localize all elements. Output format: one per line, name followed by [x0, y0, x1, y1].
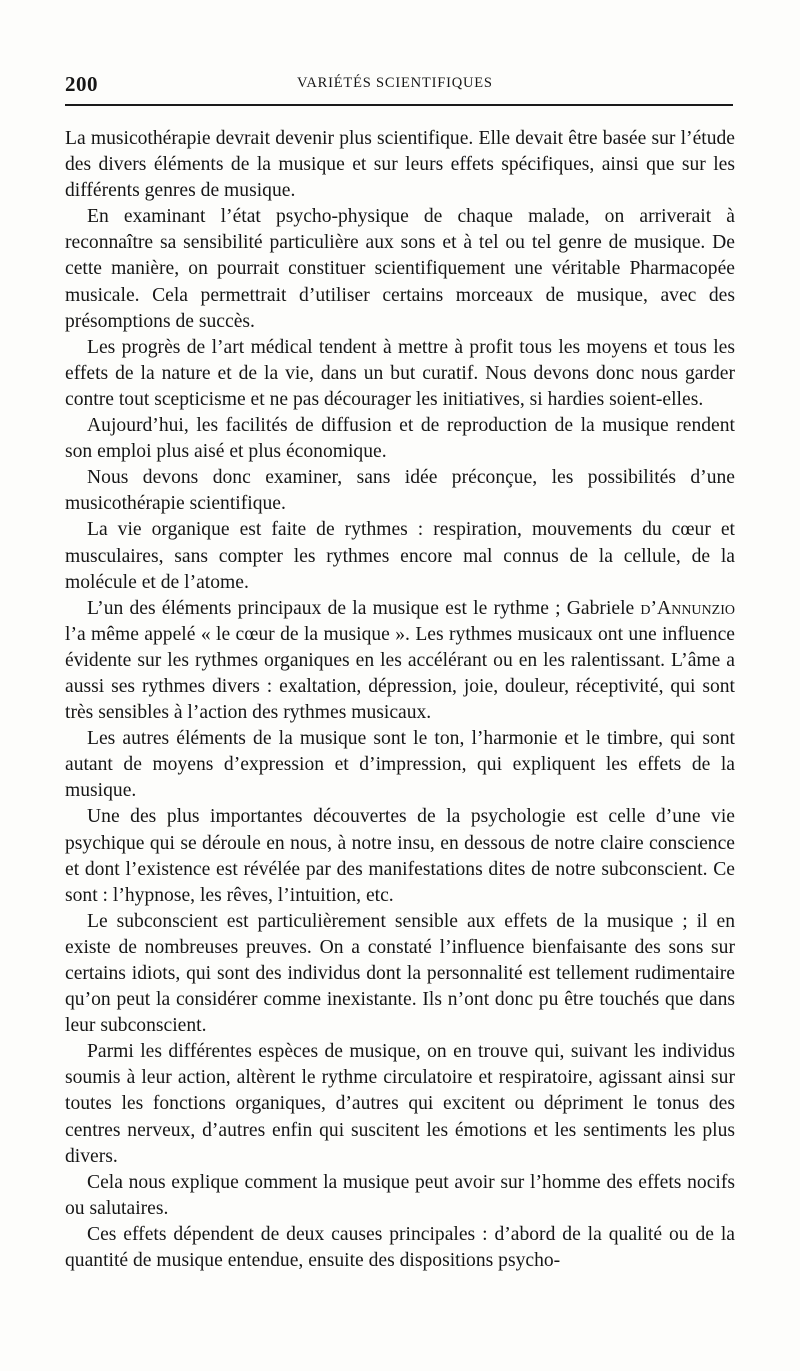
- running-title: VARIÉTÉS SCIENTIFIQUES: [297, 75, 493, 91]
- paragraph: Nous devons donc examiner, sans idée préconçue, les possibilités d’une musicothérapie scientifique.: [65, 467, 735, 515]
- paragraph: Cela nous explique comment la musique peut avoir sur l’homme des effets nocifs ou salutaires.: [65, 1171, 735, 1219]
- paragraph: Les autres éléments de la musique sont le ton, l’harmonie et le timbre, qui sont autant de moyens d’expression et d’impression, qui expliquent les effets de la musique.: [65, 728, 735, 802]
- paragraph-text: l’a même appelé « le cœur de la musique ». Les rythmes musicaux ont une influence évidente sur les rythmes organiques en les accélérant ou en les ralentissant. L’âme a aussi ses rythmes divers : exaltation, dépression, joie, douleur, réceptivité, qui sont très sensibles à l’action des rythmes musicaux.: [65, 623, 735, 724]
- paragraph: La musicothérapie devrait devenir plus scientifique. Elle devait être basée sur l’étude des divers éléments de la musique et sur leurs effets spécifiques, ainsi que sur les différents genres de musique.: [65, 128, 735, 202]
- paragraph: Une des plus importantes découvertes de la psychologie est celle d’une vie psychique qui se déroule en nous, à notre insu, en dessous de notre claire conscience et dont l’existence est révélée par des manifestations dites de notre subconscient. Ce sont : l’hypnose, les rêves, l’intuition, etc.: [65, 806, 735, 906]
- paragraph-text: L’un des éléments principaux de la musique est le rythme ; Gabriele: [87, 597, 635, 619]
- paragraph: La vie organique est faite de rythmes : respiration, mouvements du cœur et musculaires, sans compter les rythmes encore mal connus de la cellule, de la molécule et de l’atome.: [65, 519, 735, 593]
- paragraph: Parmi les différentes espèces de musique, on en trouve qui, suivant les individus soumis à leur action, altèrent le rythme circulatoire et respiratoire, agissant ainsi sur toutes les fonctions organiques, d’autres qui excitent ou dépriment le tonus des centres nerveux, d’autres enfin qui suscitent les émotions et les sentiments les plus divers.: [65, 1041, 735, 1167]
- paragraph: En examinant l’état psycho-physique de chaque malade, on arriverait à reconnaître sa sensibilité particulière aux sons et à tel ou tel genre de musique. De cette manière, on pourrait constituer scientifiquement une véritable Pharmacopée musicale. Cela permettrait d’utiliser certains morceaux de musique, avec des présomptions de succès.: [65, 206, 735, 332]
- header-rule: [65, 104, 733, 106]
- body-text: [65, 126, 735, 1274]
- paragraph: Ces effets dépendent de deux causes principales : d’abord de la qualité ou de la quantité de musique entendue, ensuite des dispositions psycho-: [65, 1223, 735, 1272]
- paragraph: Le subconscient est particulièrement sensible aux effets de la musique ; il en existe de nombreuses preuves. On a constaté l’influence bienfaisante des sons sur certains idiots, qui sont des individus dont la personnalité est tellement rudimentaire qu’on peut la considérer comme inexistante. Ils n’ont donc pu être touchés que dans leur subconscient.: [65, 910, 735, 1037]
- paragraph: [65, 596, 735, 726]
- paragraph: Aujourd’hui, les facilités de diffusion et de reproduction de la musique rendent son emploi plus aisé et plus économique.: [65, 415, 735, 463]
- page-number: 200: [65, 72, 98, 96]
- author-name: d’Annunzio: [640, 597, 735, 619]
- page-header: [65, 72, 733, 96]
- paragraph: Les progrès de l’art médical tendent à mettre à profit tous les moyens et tous les effets de la nature et de la vie, dans un but curatif. Nous devons donc nous garder contre tout scepticisme et ne pas décourager les initiatives, si hardies soient-elles.: [65, 336, 735, 410]
